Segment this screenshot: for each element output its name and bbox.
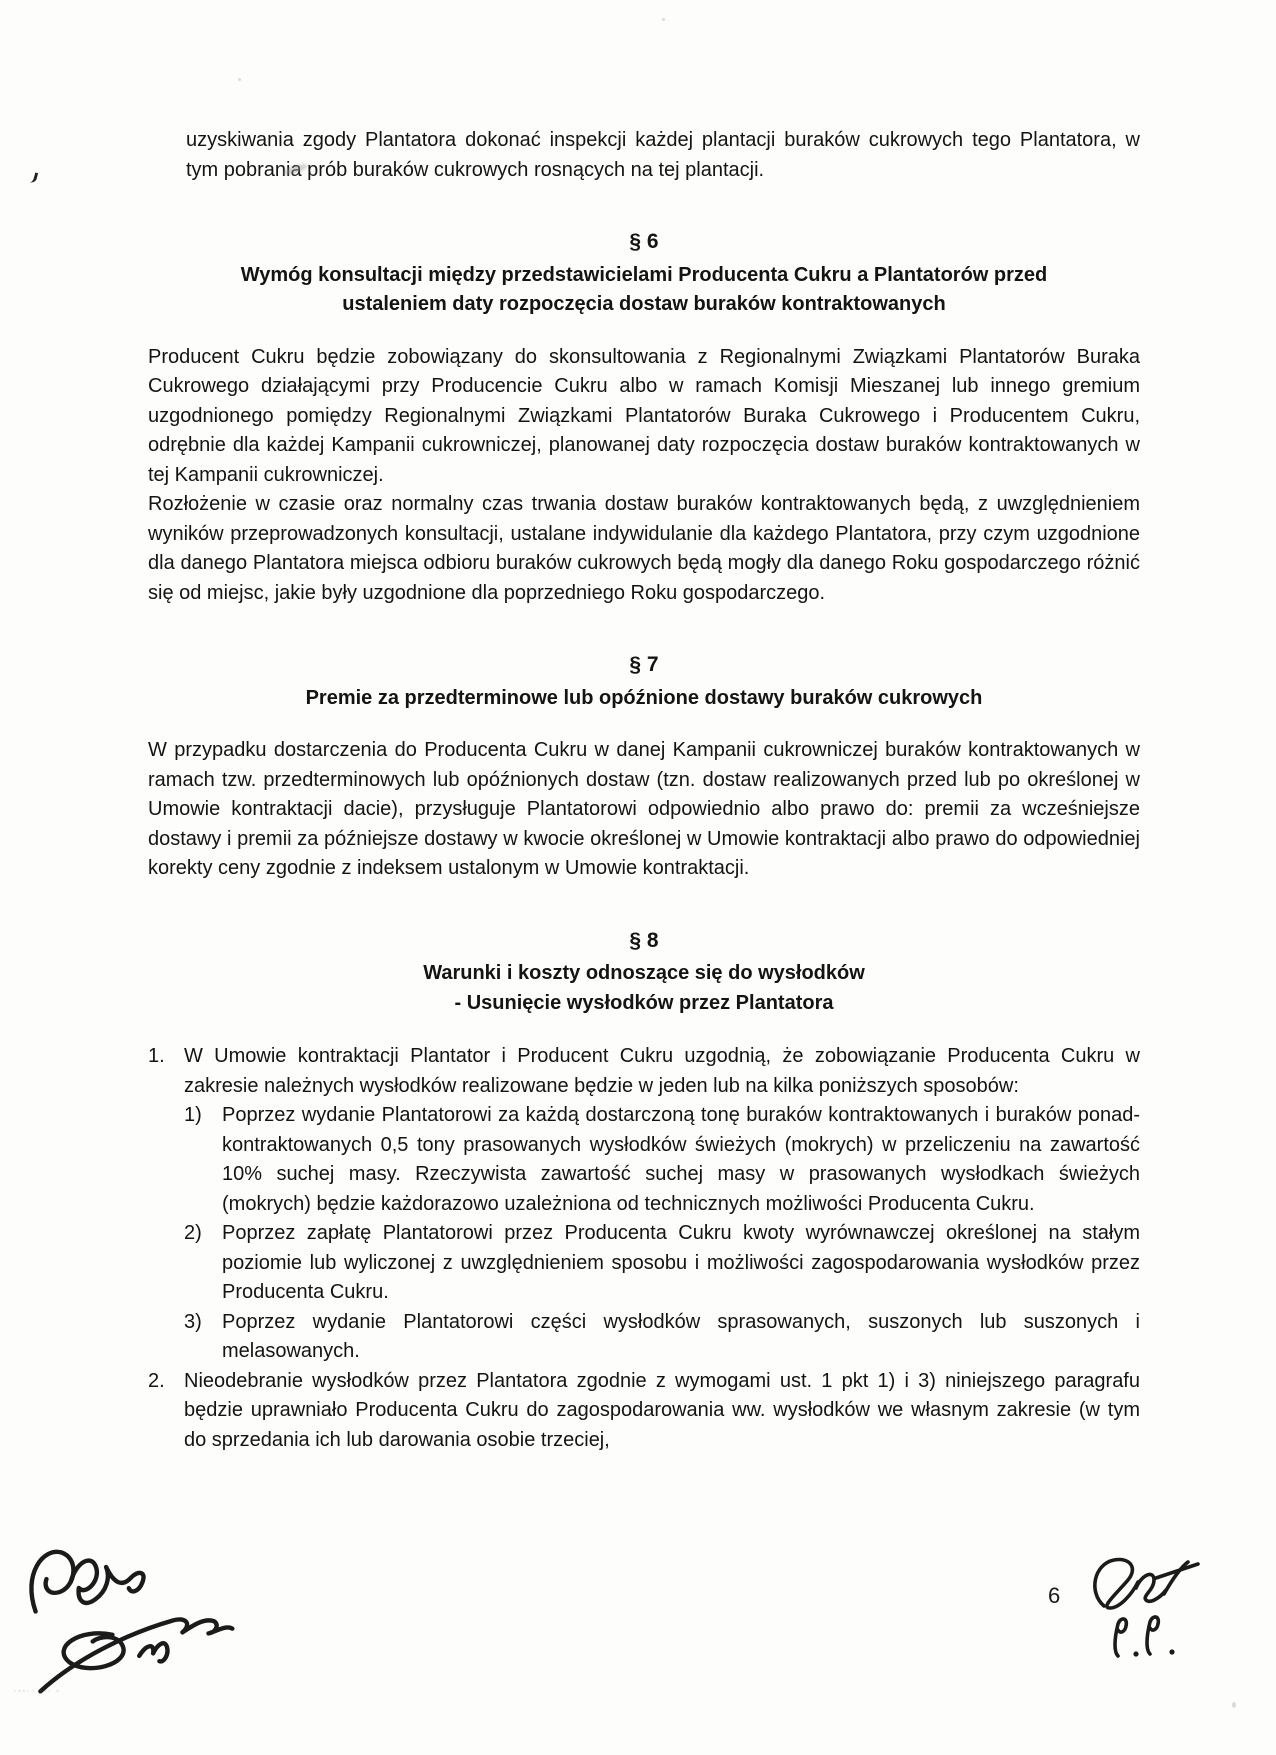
- noise-dot: [238, 78, 241, 81]
- section-6-paragraph-1: Producent Cukru będzie zobowiązany do skonsultowania z Regionalnymi Związkami Plantatorów Buraka Cukrowego działającymi przy Producencie Cukru albo w ramach Komisji Mieszanej lub innego gremium uzgodnionego pomiędzy Regionalnymi Związkami Plantatorów Buraka Cukrowego i Producentem Cukru, odrębnie dla każdej Kampanii cukrowniczej, planowanej daty rozpoczęcia dostaw buraków kontraktowanych w tej Kampanii cukrowniczej.: [148, 345, 1140, 486]
- section-8-mark: § 8: [629, 928, 659, 952]
- page-content: [148, 126, 1140, 1455]
- section-6-title-line2: ustaleniem daty rozpoczęcia dostaw buraków kontraktowanych: [342, 293, 946, 315]
- section-6-title-line1: Wymóg konsultacji między przedstawicielami Producenta Cukru a Plantatorów przed: [240, 263, 1048, 286]
- list-item-1-text: W Umowie kontraktacji Plantator i Producent Cukru uzgodnią, że zobowiązanie Producenta Cukru w zakresie należnych wysłodków realizowane będzie w jeden lub na kilka poniższych sposobów:: [184, 1045, 1140, 1097]
- page-number: 6: [1048, 1583, 1061, 1608]
- section-8-title-line2: - Usunięcie wysłodków przez Plantatora: [454, 991, 834, 1014]
- list-item-2-number: 2.: [148, 1369, 165, 1392]
- section-6-paragraph-2: Rozłożenie w czasie oraz normalny czas trwania dostaw buraków kontraktowanych będą, z uwzględnieniem wyników przeprowadzonych konsultacji, ustalane indywidulanie dla każdego Plantatora, przy czym uzgodnione dla danego Plantatora miejsca odbioru buraków cukrowych będą mogły dla danego Roku gospodarczego różnić się od miejsc, jakie były uzgodnione dla poprzedniego Roku gospodarczego.: [148, 493, 1140, 604]
- section-6-mark: § 6: [629, 230, 659, 253]
- section-7-mark: § 7: [629, 653, 659, 676]
- list-subitem-1-text: Poprzez wydanie Plantatorowi za każdą dostarczoną tonę buraków kontraktowanych i buraków ponad-kontraktowanych 0,5 tony prasowanych wysłodków świeżych (mokrych) w przeliczeniu na zawartość 10% suchej masy. Rzeczywista zawartość suchej masy w prasowanych wysłodkach świeżych (mokrych) będzie każdorazowo uzależniona od technicznych możliwości Producenta Cukru.: [222, 1104, 1140, 1215]
- signature-handwritten: [17, 1532, 253, 1710]
- margin-speck-artifact: [28, 171, 38, 184]
- list-subitem-2-text: Poprzez zapłatę Plantatorowi przez Producenta Cukru kwoty wyrównawczej określonej na stałym poziomie lub wyliczonej z uwzględnieniem sposobu i możliwości zagospodarowania wysłodków przez Producenta Cukru.: [222, 1222, 1140, 1303]
- list-subitem-1-number: 1): [184, 1104, 202, 1126]
- intro-paragraph: uzyskiwania zgody Plantatora dokonać inspekcji każdej plantacji buraków cukrowych tego Plantatora, w tym pobrania prób buraków cukrowych rosnących na tej plantacji.: [186, 129, 1140, 181]
- list-subitem-3-number: 3): [184, 1310, 202, 1333]
- list-item-2-text: Nieodebranie wysłodków przez Plantatora zgodnie z wymogami ust. 1 pkt 1) i 3) niniejszego paragrafu będzie uprawniało Producenta Cukru do zagospodarowania ww. wysłodków we własnym zakresie (w tym do sprzedania ich lub darowania osobie trzeciej,: [184, 1369, 1140, 1451]
- faint-print-artifact: ·--·· ·-· -: [14, 1688, 61, 1695]
- list-item-1: [148, 1042, 1140, 1101]
- list-subitem-1: [148, 1101, 1140, 1219]
- section-8-list: [148, 1042, 1140, 1455]
- section-7-title: Premie za przedterminowe lub opóźnione dostawy buraków cukrowych: [305, 686, 983, 709]
- list-item-1-number: 1.: [148, 1045, 165, 1067]
- section-7-paragraph-1: W przypadku dostarczenia do Producenta Cukru w danej Kampanii cukrowniczej buraków kontraktowanych w ramach tzw. przedterminowych lub opóźnionych dostaw (tzn. dostaw realizowanych przed lub po określonej w Umowie kontraktacji dacie), przysługuje Plantatorowi odpowiednio albo prawo do: premii za wcześniejsze dostawy i premii za późniejsze dostawy w kwocie określonej w Umowie kontraktacji albo prawo do odpowiedniej korekty ceny zgodnie z indeksem ustalonym w Umowie kontraktacji.: [148, 739, 1140, 879]
- noise-dot: [1232, 1702, 1236, 1708]
- list-subitem-2-number: 2): [184, 1222, 202, 1244]
- noise-dot: [662, 18, 665, 21]
- list-subitem-3-text: Poprzez wydanie Plantatorowi części wysłodków sprasowanych, suszonych lub suszonych i melasowanych.: [222, 1310, 1140, 1362]
- initials-handwritten: [1074, 1552, 1214, 1667]
- list-subitem-3: [148, 1308, 1140, 1367]
- section-8-title-line1: Warunki i koszty odnoszące się do wysłodków: [423, 962, 865, 984]
- list-item-2: [148, 1367, 1140, 1456]
- section-6-title: [148, 261, 1140, 320]
- list-subitem-2: [148, 1219, 1140, 1308]
- section-8-title: [148, 959, 1140, 1018]
